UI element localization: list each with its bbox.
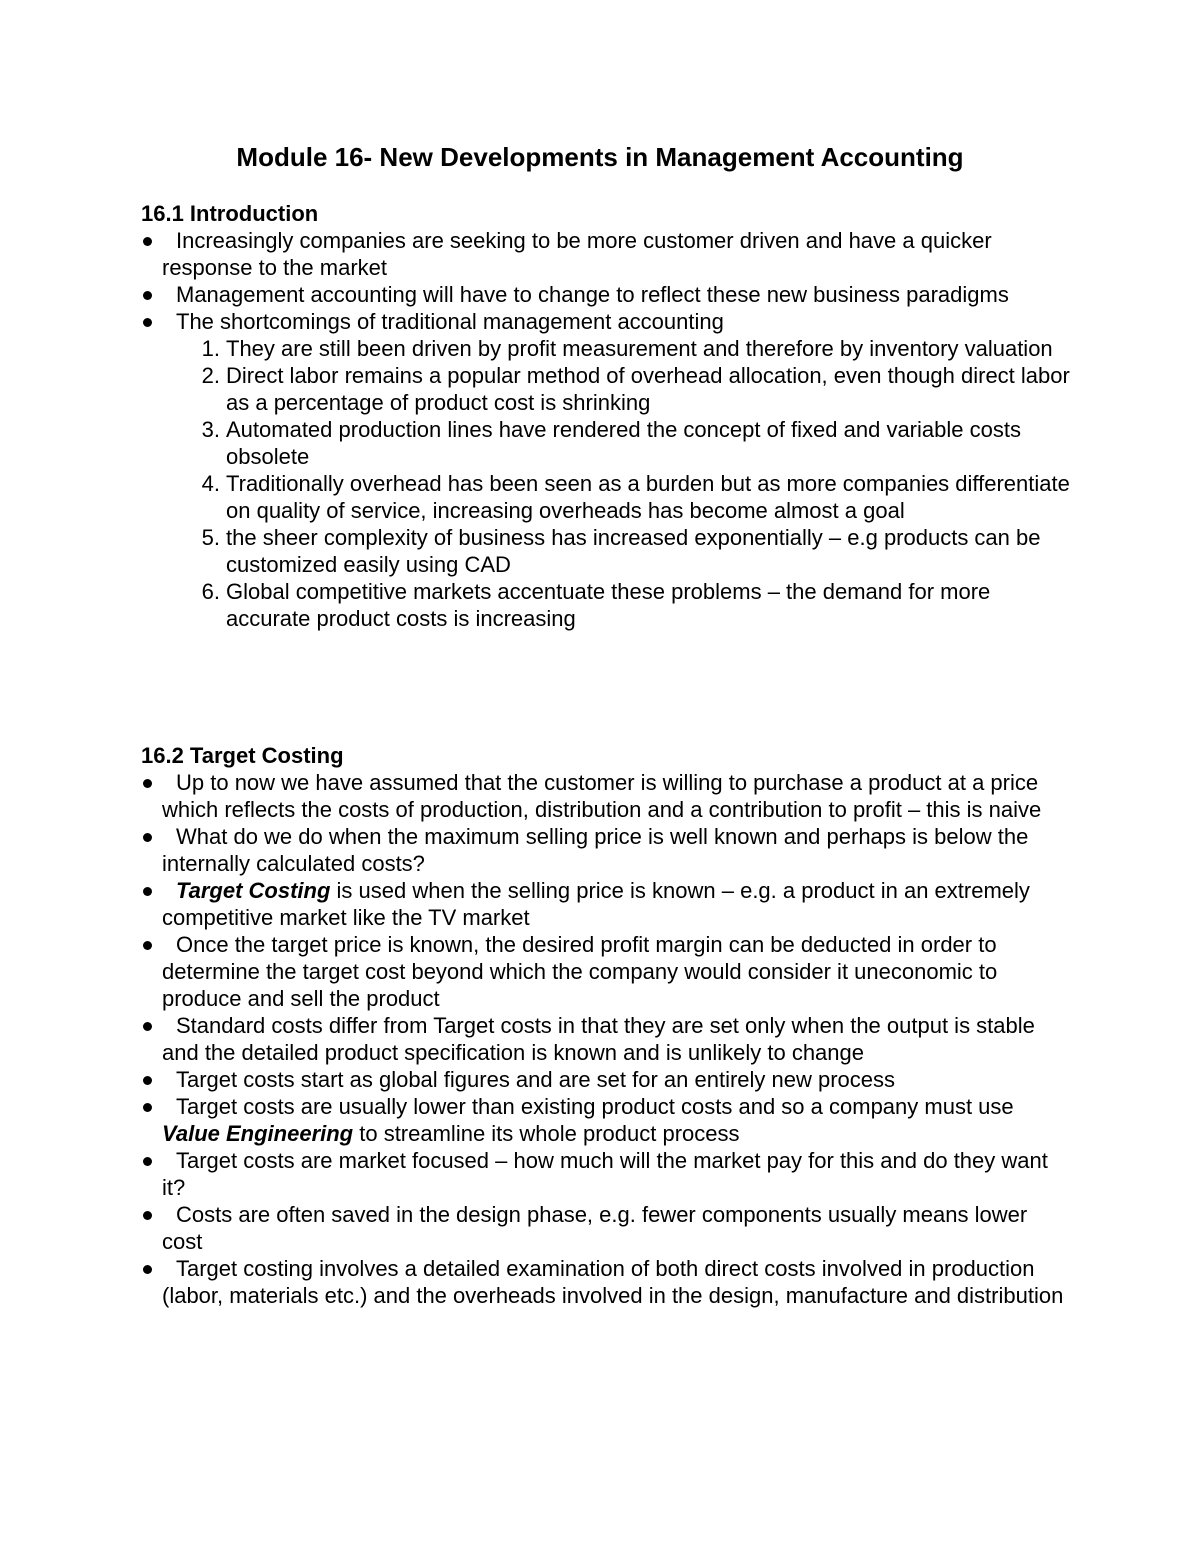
item-number: 2. — [201, 363, 220, 388]
bullet-icon — [143, 833, 152, 842]
list-item-text: Target costs are market focused – how much will the market pay for this and do they want it? — [162, 1148, 1048, 1200]
numbered-item-text: Global competitive markets accentuate these problems – the demand for more accurate product costs is increasing — [226, 579, 991, 631]
list-item — [141, 877, 1071, 931]
item-number: 3. — [201, 417, 220, 442]
bullet-icon — [143, 1265, 152, 1274]
bullet-icon — [143, 941, 152, 950]
list-item — [141, 931, 1071, 1012]
list-item-text: Target costs start as global figures and are set for an entirely new process — [176, 1067, 896, 1092]
list-item-text: Once the target price is known, the desired profit margin can be deducted in order to determine the target cost beyond which the company would consider it uneconomic to produce and sell the product — [162, 932, 998, 1011]
bullet-icon — [143, 1211, 152, 1220]
numbered-item — [141, 578, 1071, 632]
section-introduction — [141, 200, 1071, 632]
bullet-icon — [143, 1022, 152, 1031]
section-target-costing — [141, 742, 1071, 1309]
list-item-text: Management accounting will have to change to reflect these new business paradigms — [176, 282, 1009, 307]
list-item-text: Standard costs differ from Target costs in that they are set only when the output is stable and the detailed product specification is known and is unlikely to change — [162, 1013, 1035, 1065]
document-title: Module 16- New Developments in Management Accounting — [236, 142, 964, 172]
bullet-list — [141, 227, 1071, 335]
list-item — [141, 281, 1071, 308]
list-item-text: The shortcomings of traditional management accounting — [176, 309, 724, 334]
list-item — [141, 1066, 1071, 1093]
bullet-icon — [143, 291, 152, 300]
list-item-text: Up to now we have assumed that the customer is willing to purchase a product at a price which reflects the costs of production, distribution and a contribution to profit – this is naive — [162, 770, 1042, 822]
list-item — [141, 1255, 1071, 1309]
bullet-icon — [143, 779, 152, 788]
list-item-text: is used when the selling price is known – e.g. a product in an extremely competitive market like the TV market — [162, 878, 1030, 930]
list-item-text: Increasingly companies are seeking to be more customer driven and have a quicker response to the market — [162, 228, 992, 280]
item-number: 1. — [201, 336, 220, 361]
bullet-list — [141, 769, 1071, 1309]
numbered-item-text: They are still been driven by profit measurement and therefore by inventory valuation — [226, 336, 1053, 361]
list-item — [141, 1012, 1071, 1066]
list-item-text: Costs are often saved in the design phase, e.g. fewer components usually means lower cost — [162, 1202, 1028, 1254]
numbered-item-text: Automated production lines have rendered the concept of fixed and variable costs obsolete — [226, 417, 1021, 469]
numbered-item-text: Traditionally overhead has been seen as a burden but as more companies differentiate on quality of service, increasing overheads has become almost a goal — [226, 471, 1070, 523]
numbered-item — [141, 335, 1071, 362]
list-item — [141, 227, 1071, 281]
bullet-icon — [143, 237, 152, 246]
item-number: 6. — [201, 579, 220, 604]
numbered-item — [141, 524, 1071, 578]
numbered-item-text: the sheer complexity of business has increased exponentially – e.g products can be customized easily using CAD — [226, 525, 1041, 577]
list-item — [141, 1201, 1071, 1255]
bullet-icon — [143, 318, 152, 327]
list-item-text: to streamline its whole product process — [353, 1121, 740, 1146]
item-number: 5. — [201, 525, 220, 550]
numbered-item — [141, 470, 1071, 524]
bullet-icon — [143, 1076, 152, 1085]
numbered-list — [141, 335, 1071, 632]
numbered-item-text: Direct labor remains a popular method of overhead allocation, even though direct labor as a percentage of product cost is shrinking — [226, 363, 1070, 415]
section-heading: 16.2 Target Costing — [141, 743, 344, 768]
list-item-text: Target costs are usually lower than existing product costs and so a company must use — [176, 1094, 1014, 1119]
list-item — [141, 1147, 1071, 1201]
list-item — [141, 308, 1071, 335]
bullet-icon — [143, 1157, 152, 1166]
key-term: Target Costing — [176, 878, 331, 903]
list-item-text: What do we do when the maximum selling price is well known and perhaps is below the internally calculated costs? — [162, 824, 1029, 876]
list-item — [141, 769, 1071, 823]
section-heading: 16.1 Introduction — [141, 201, 319, 226]
list-item — [141, 823, 1071, 877]
list-item-text: Target costing involves a detailed examination of both direct costs involved in production (labor, materials etc.) and the overheads involved in the design, manufacture and distribution — [162, 1256, 1064, 1308]
numbered-item — [141, 416, 1071, 470]
bullet-icon — [143, 1103, 152, 1112]
key-term: Value Engineering — [162, 1121, 354, 1146]
numbered-item — [141, 362, 1071, 416]
list-item — [141, 1093, 1071, 1147]
bullet-icon — [143, 887, 152, 896]
item-number: 4. — [201, 471, 220, 496]
